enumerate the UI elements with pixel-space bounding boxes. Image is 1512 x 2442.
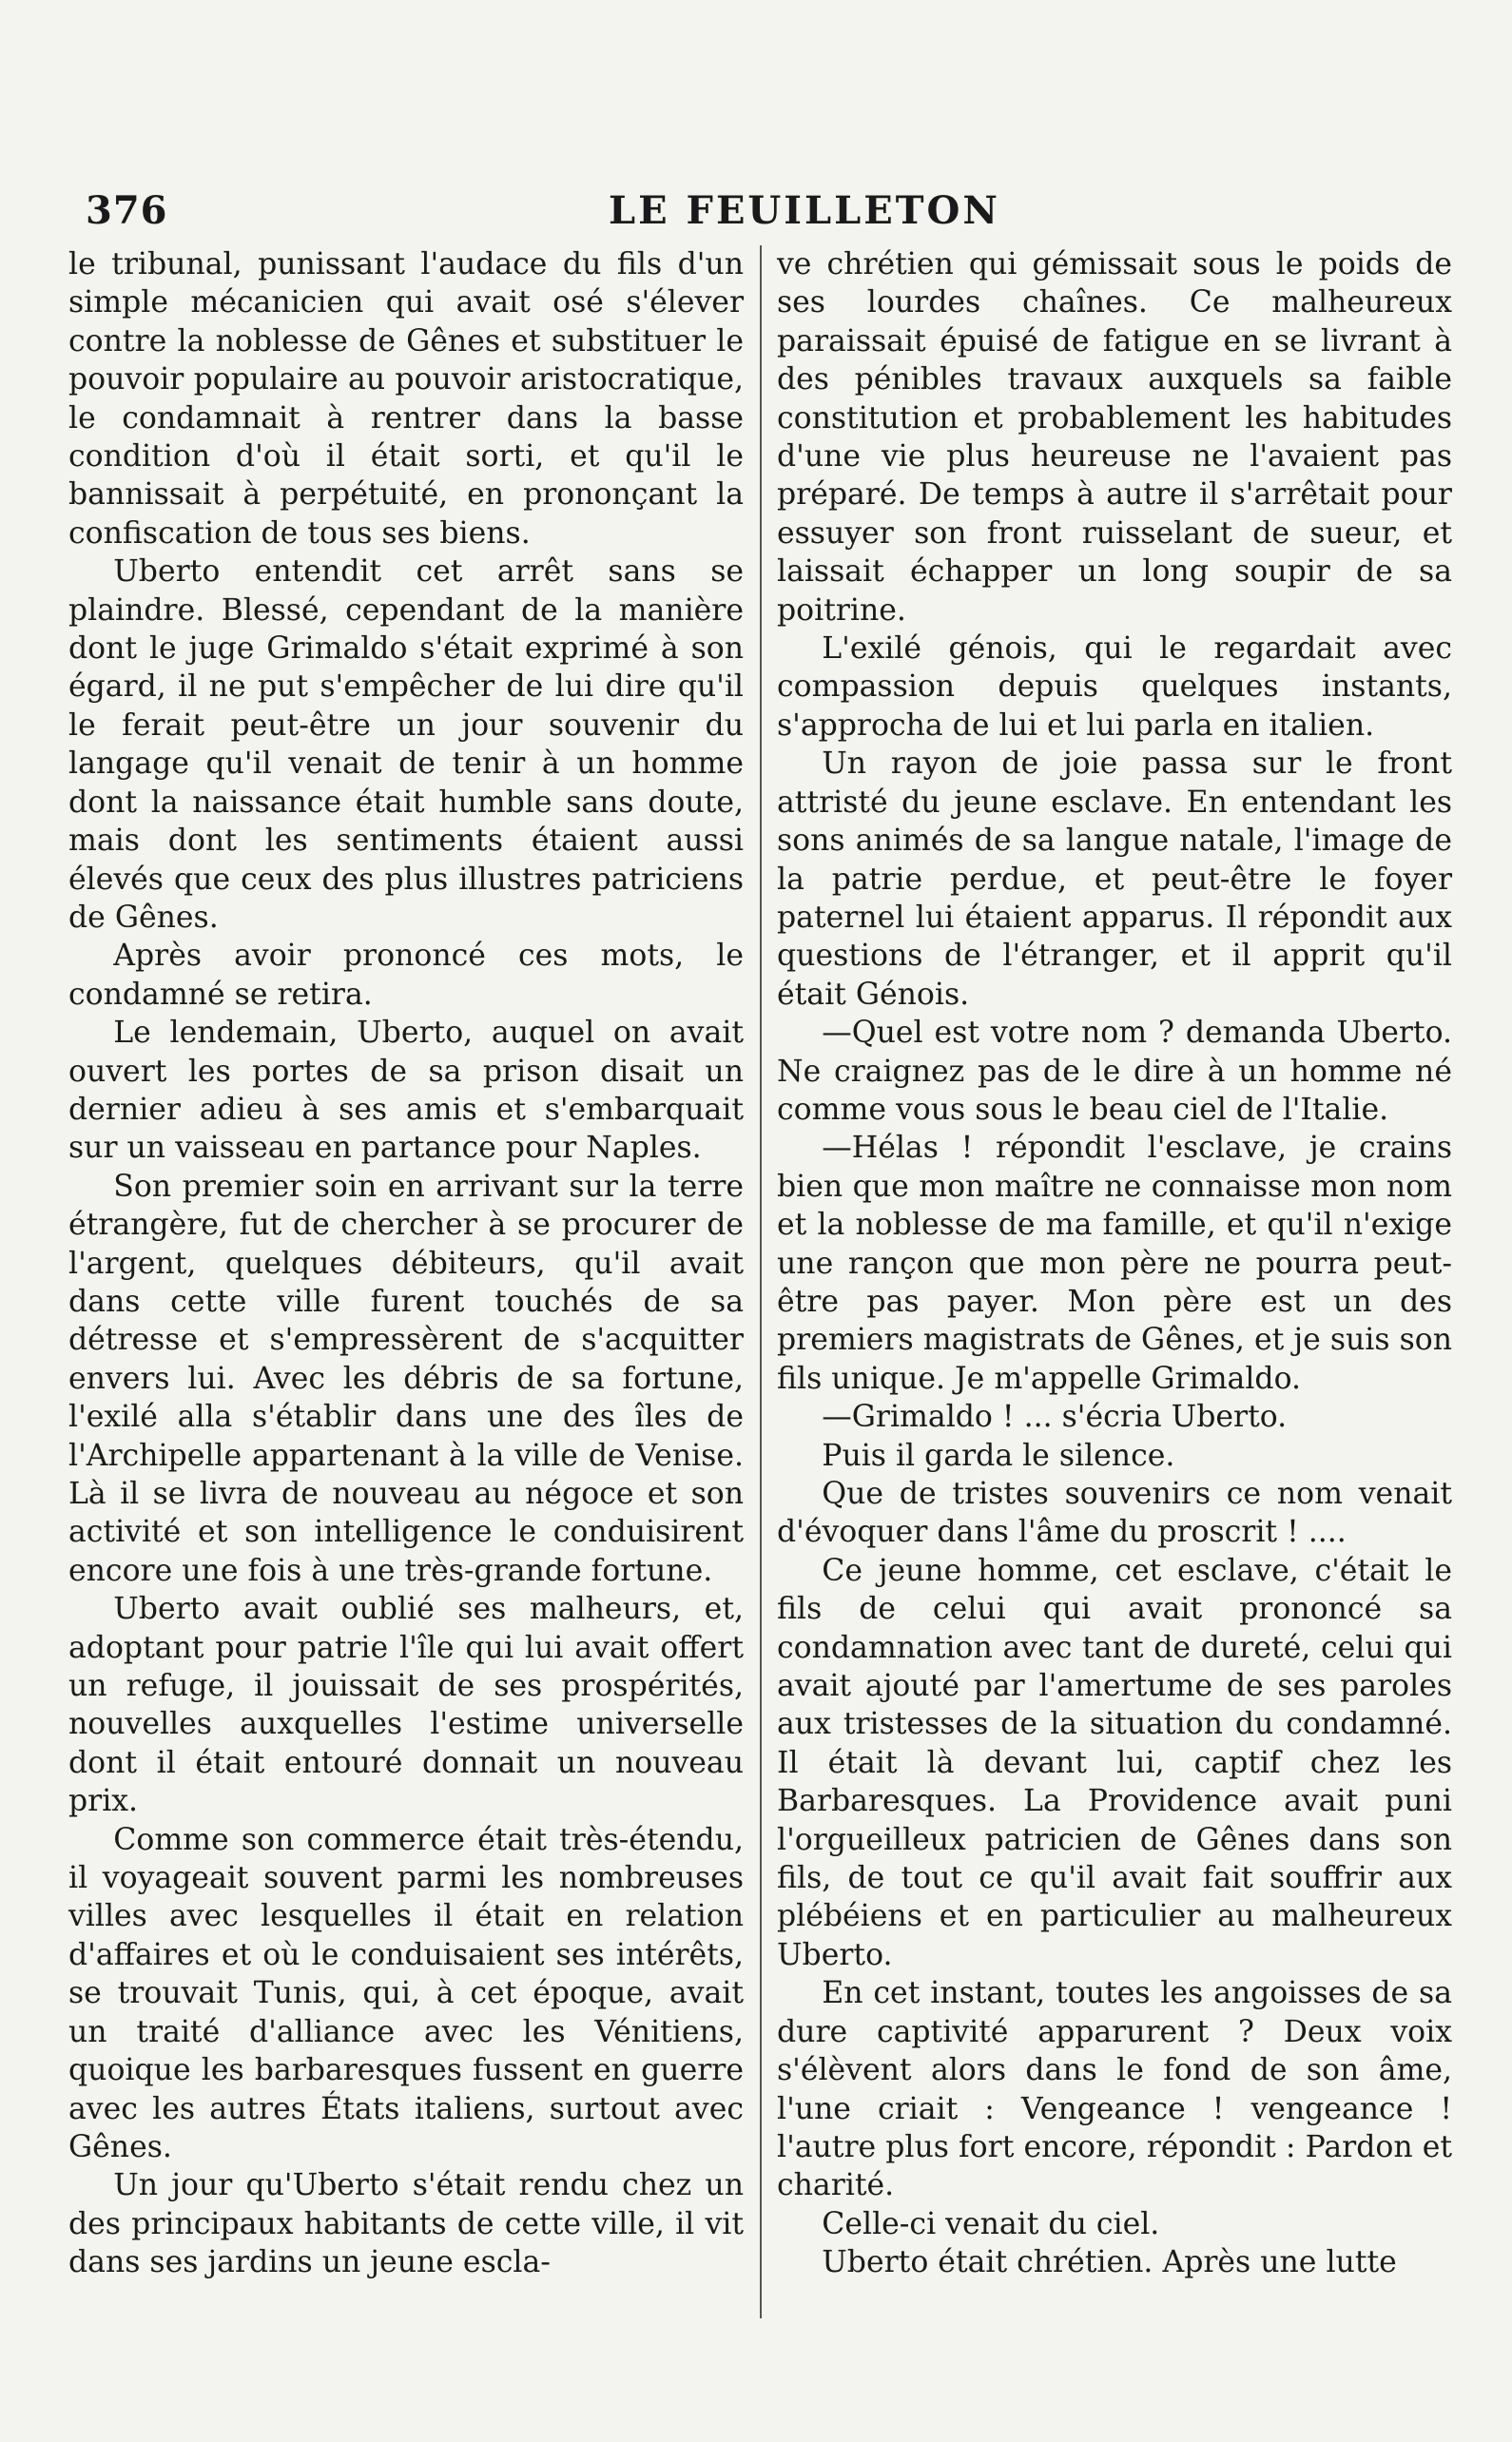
paragraph: Un rayon de joie passa sur le front attristé du jeune esclave. En entendant les sons animés de sa langue natale, l'image de la patrie perdue, et peut-être le foyer paternel lui étaient apparus. Il répondit aux questions de l'étranger, et il apprit qu'il était Génois. xyxy=(777,746,1452,1012)
running-head: LE FEUILLETON xyxy=(609,188,1000,233)
text-columns xyxy=(68,245,1457,2356)
paragraph: ve chrétien qui gémissait sous le poids de ses lourdes chaînes. Ce malheureux paraissait épuisé de fatigue en se livrant à des pénibles travaux auxquels sa faible constitution et probablement les habitudes d'une vie plus heureuse ne l'avaient pas préparé. De temps à autre il s'arrêtait pour essuyer son front ruisselant de sueur, et laissait échapper un long soupir de sa poitrine. xyxy=(777,247,1452,628)
paragraph: Uberto était chrétien. Après une lutte xyxy=(822,2245,1397,2280)
paragraph: le tribunal, punissant l'audace du fils d'un simple mécanicien qui avait osé s'élever contre la noblesse de Gênes et substituer le pouvoir populaire au pouvoir aristocratique, le condamnait à rentrer dans la basse condition d'où il était sorti, et qu'il le bannissait à perpétuité, en prononçant la confiscation de tous ses biens. xyxy=(68,247,744,551)
page-number: 376 xyxy=(86,188,168,233)
paragraph: —Hélas ! répondit l'esclave, je crains bien que mon maître ne connaisse mon nom et la noblesse de ma famille, et qu'il n'exige une rançon que mon père ne pourra peut-être pas payer. Mon père est un des premiers magistrats de Gênes, et je suis son fils unique. Je m'appelle Grimaldo. xyxy=(777,1131,1452,1396)
paragraph: Celle-ci venait du ciel. xyxy=(822,2206,1160,2241)
right-column xyxy=(777,245,1452,2282)
paragraph: Ce jeune homme, cet esclave, c'était le fils de celui qui avait prononcé sa condamnation avec tant de dureté, celui qui avait ajouté par l'amertume de ses paroles aux tristesses de la situation du condamné. Il était là devant lui, captif chez les Barbaresques. La Providence avait puni l'orgueilleux patricien de Gênes dans son fils, de tout ce qu'il avait fait souffrir aux plébéiens et en particulier au malheureux Uberto. xyxy=(777,1553,1452,1972)
left-column xyxy=(68,245,744,2282)
paragraph: Uberto avait oublié ses malheurs, et, adoptant pour patrie l'île qui lui avait offert un refuge, il jouissait de ses prospérités, nouvelles auxquelles l'estime universelle dont il était entouré donnait un nouveau prix. xyxy=(68,1592,744,1819)
column-divider xyxy=(760,245,762,2318)
paragraph: —Grimaldo ! ... s'écria Uberto. xyxy=(822,1400,1288,1435)
paragraph: Après avoir prononcé ces mots, le condamné se retira. xyxy=(68,939,744,1012)
paragraph: Son premier soin en arrivant sur la terre étrangère, fut de chercher à se procurer de l'argent, quelques débiteurs, qu'il avait dans cette ville furent touchés de sa détresse et s'empressèrent de s'acquitter envers lui. Avec les débris de sa fortune, l'exilé alla s'établir dans une des îles de l'Archipelle appartenant à la ville de Venise. Là il se livra de nouveau au négoce et son activité et son intelligence le conduisirent encore une fois à une très-grande fortune. xyxy=(68,1169,744,1588)
paragraph: Que de tristes souvenirs ce nom venait d'évoquer dans l'âme du proscrit ! .... xyxy=(777,1477,1452,1550)
page-header xyxy=(86,188,1474,245)
paragraph: Uberto entendit cet arrêt sans se plaindre. Blessé, cependant de la manière dont le juge Grimaldo s'était exprimé à son égard, il ne put s'empêcher de lui dire qu'il le ferait peut-être un jour souvenir du langage qu'il venait de tenir à un homme dont la naissance était humble sans doute, mais dont les sentiments étaient aussi élevés que ceux des plus illustres patriciens de Gênes. xyxy=(68,554,744,935)
paragraph: —Quel est votre nom ? demanda Uberto. Ne craignez pas de le dire à un homme né comme vous sous le beau ciel de l'Italie. xyxy=(777,1016,1452,1127)
paragraph: En cet instant, toutes les angoisses de sa dure captivité apparurent ? Deux voix s'élèvent alors dans le fond de son âme, l'une criait : Vengeance ! vengeance ! l'autre plus fort encore, répondit : Pardon et charité. xyxy=(777,1976,1452,2203)
paragraph: L'exilé génois, qui le regardait avec compassion depuis quelques instants, s'approcha de lui et lui parla en italien. xyxy=(777,631,1452,743)
paragraph: Puis il garda le silence. xyxy=(822,1438,1175,1473)
paragraph: Le lendemain, Uberto, auquel on avait ouvert les portes de sa prison disait un dernier adieu à ses amis et s'embarquait sur un vaisseau en partance pour Naples. xyxy=(68,1016,744,1166)
paragraph: Un jour qu'Uberto s'était rendu chez un des principaux habitants de cette ville, il vit dans ses jardins un jeune escla- xyxy=(68,2168,744,2280)
paragraph: Comme son commerce était très-étendu, il voyageait souvent parmi les nombreuses villes avec lesquelles il était en relation d'affaires et où le conduisaient ses intérêts, se trouvait Tunis, qui, à cet époque, avait un traité d'alliance avec les Vénitiens, quoique les barbaresques fussent en guerre avec les autres États italiens, surtout avec Gênes. xyxy=(68,1822,744,2164)
